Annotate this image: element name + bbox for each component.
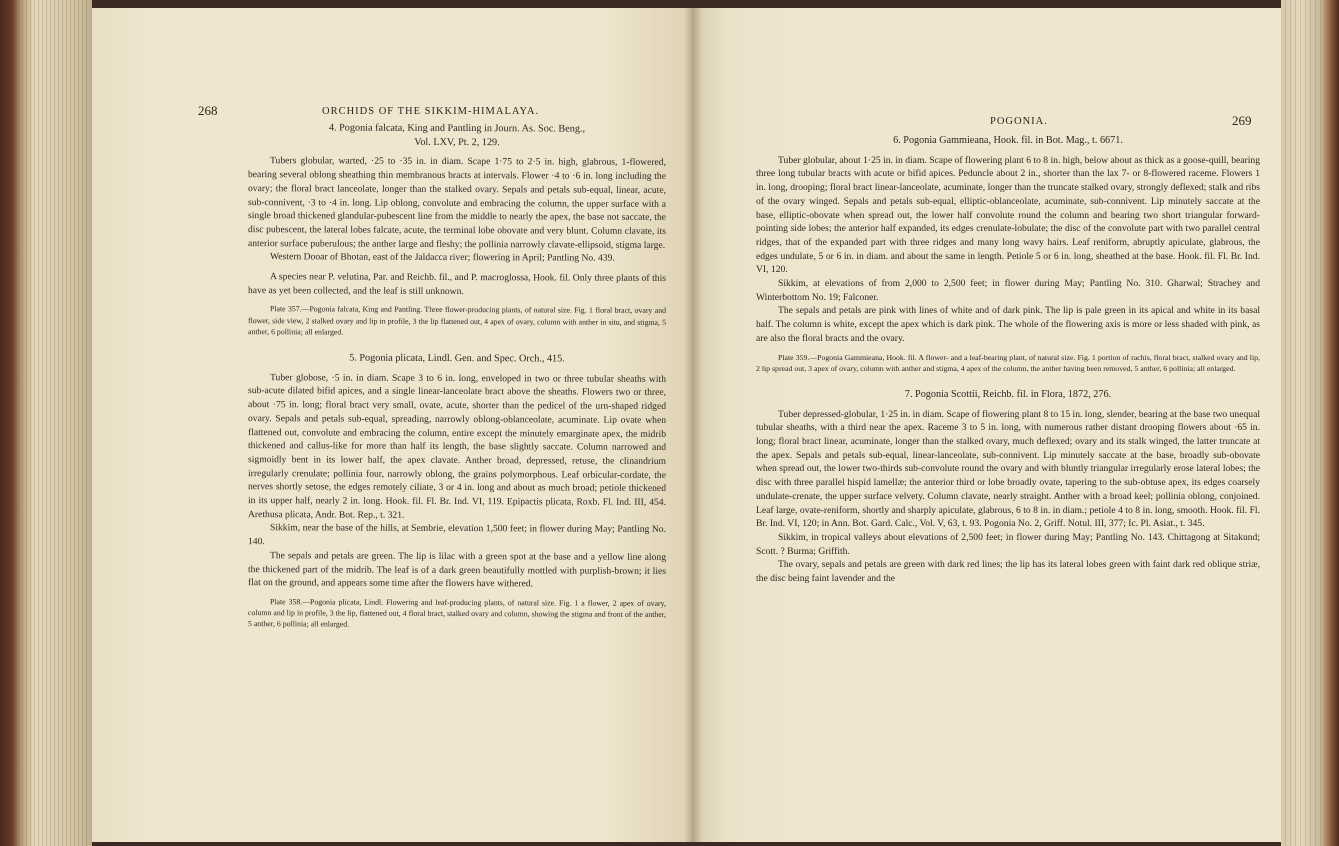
species-5-description: Tuber globose, ·5 in. in diam. Scape 3 to 6 in. long, enveloped in two or three tubular sheaths with sub-acute dilated bifid apices, and a single linear-lanceolate bract above the sheaths. Flowers two or three, about ·75 in. long; floral bract very small, ovate, acute, shorter than the pedicel of the urn-shaped ridged ovary. Sepals and petals sub-equal, spreading, narrowly oblong-oblanceolate, acuminate. Lip ovate when flattened out, convolute and embracing the column, entire except the minutely emarginate apex, the midrib thickened and callus-like for more than half its length, the base slightly saccate. Column narrowed and sigmoidly bent in its lower half, the apex clavate. Anther broad, depressed, retuse, the clinandrium irregularly crenulate; pollinia four, narrowly oblong, the grains polymorphous. Leaf orbicular-cordate, the nerves shortly setose, the edges remotely ciliate, 3 or 4 in. long and about as much broad; petiole thickened in its upper half, nearly 2 in. long. Hook. fil. Fl. Br. Ind. VI, 119. Epipactis plicata, Roxb. Fl. Ind. III, 454. Arethusa plicata, Andr. Bot. Rep., t. 321.: [248, 371, 666, 521]
species-4-heading-line1: 4. Pogonia falcata, King and Pantling in Journ. As. Soc. Beng.,: [328, 122, 586, 135]
page-edges: [1285, 0, 1325, 846]
species-7-description: Tuber depressed-globular, 1·25 in. in diam. Scape of flowering plant 8 to 15 in. long, slender, bearing at the base two unequal tubular sheaths, with a third near the apex. Raceme 3 to 5 in. long, with numerous rather distant drooping flowers about ·65 in. long; floral bract linear, acuminate, longer than the stalked ovary, much deflexed; ovary and its stalk winged, the latter truncate at the apex. Sepals and petals sub-equal, linear-lanceolate, sub-connivent. Lip minutely saccate at the base, broadly sub-obovate when spread out, the lower two-thirds sub-convolute round the ovary and with bluntly triangular irregularly erose lateral lobes; the disc with three parallel hispid lamellæ; the anterior third or lobe broadly ovate, tapering to the sub-obtuse apex, its edges coarsely undulate-crenate, the upper surface velvety. Column clavate, nearly straight. Anther with a broad keel; pollinia oblong, conjoined. Leaf large, ovate-reniform, shortly and sharply apiculate, glabrous, 6 to 8 in. in diam.; petiole 4 to 8 in. long, smooth. Hook. fil. Fl. Br. Ind. VI, 120; in Ann. Bot. Gard. Calc., Vol. V, 63, t. 93. Pogonia No. 2, Griff. Notul. III, 377; Ic. Pl. Asiat., t. 345.: [756, 408, 1260, 530]
left-column: [248, 121, 666, 631]
species-4-description: Tubers globular, warted, ·25 to ·35 in. in diam. Scape 1·75 to 2·5 in. high, glabrous, 1-flowered, bearing several oblong sheathing thin membranous bracts at intervals. Flower ·4 to ·6 in. long including the ovary; the floral bract lanceolate, longer than the stalked ovary. Sepals and petals sub-equal, linear, acute, sub-connivent, ·3 to ·4 in. long. Lip oblong, convolute and embracing the column, the upper surface with a single broad thickened glandular-pubescent line from the middle to nearly the apex, the base not saccate, the disc pubescent, the lateral lobes falcate, acute, the terminal lobe obovate and very blunt. Column clavate, its anterior surface puberulous; the anther large and fleshy; the pollinia narrowly clavate-ellipsoid, stigma large.: [248, 155, 666, 251]
species-6-heading: 6. Pogonia Gammieana, Hook. fil. in Bot. Mag., t. 6671.: [893, 135, 1123, 146]
species-6-locality: Sikkim, at elevations of from 2,000 to 2,500 feet; in flower during May; Pantling No. 310. Gharwal; Strachey and Winterbottom No. 19; Falconer.: [756, 278, 1260, 303]
book-edge-left: [0, 0, 92, 846]
right-page-number: 269: [1232, 113, 1252, 128]
species-5-note: The sepals and petals are green. The lip is lilac with a green spot at the base and a yellow line along the thickened part of the midrib. The leaf is of a dark green beautifully mottled with purplish-brown; it lies flat on the ground, and appears some time after the flowers have withered.: [248, 550, 666, 590]
species-4-note: A species near P. velutina, Par. and Reichb. fil., and P. macroglossa, Hook. fil. Only three plants of this have as yet been collected, and the leaf is still unknown.: [248, 271, 666, 297]
book-edge-right: [1281, 0, 1339, 846]
left-page-number: 268: [198, 103, 218, 118]
species-4-locality: Western Dooar of Bhotan, east of the Jaldacca river; flowering in April; Pantling No. 439.: [270, 251, 615, 265]
right-column: [756, 134, 1260, 586]
plate-359-caption: Plate 359.—Pogonia Gammieana, Hook. fil. A flower- and a leaf-bearing plant, of natural size. Fig. 1 portion of rachis, floral bract, stalked ovary and lip, 2 lip spread out, 3 apex of ovary, column with anther and stigma, 4 apex of the column, the anther having been removed, 5 anther, 6 pollinia; all enlarged.: [756, 352, 1260, 373]
species-7-locality: Sikkim, in tropical valleys about elevations of 2,500 feet; in flower during May; Pantling No. 143. Chittagong at Sitakund; Scott. ? Burma; Griffith.: [756, 531, 1260, 557]
page-edges: [22, 0, 88, 846]
species-7-note: The ovary, sepals and petals are green with dark red lines; the lip has its lateral lobes green with faint dark red oblique striæ, the disc being faint lavender and the: [756, 559, 1260, 585]
plate-358-caption: Plate 358.—Pogonia plicata, Lindl. Flowering and leaf-producing plants, of natural size. Fig. 1 a flower, 2 apex of ovary, column and lip in profile, 3 the lip, flattened out, 4 floral bract, stalked ovary and column, showing the stigma and front of the anther, 5 anther, 6 pollinia; all enlarged.: [248, 597, 666, 629]
species-5-heading: 5. Pogonia plicata, Lindl. Gen. and Spec. Orch., 415.: [349, 352, 565, 365]
book-gutter: [684, 8, 702, 842]
species-6-note: The sepals and petals are pink with lines of white and of dark pink. The lip is pale green in its apical and white in its basal half. The column is white, except the apex which is dark pink. The whole of the flowering axis is more or less shaded with pink, as are also the floral bracts and the ovary.: [756, 305, 1260, 344]
species-4-heading-line2: Vol. LXV, Pt. 2, 129.: [414, 136, 500, 148]
plate-357-caption: Plate 357.—Pogonia falcata, King and Pantling. Three flower-producing plants, of natural size. Fig. 1 floral bract, ovary and flower, side view, 2 stalked ovary and lip in profile, 3 the lip flattened out, 4 apex of ovary, column with anther in situ, and stigma, 5 anther, 6 pollinia; all enlarged.: [248, 304, 666, 337]
species-6-description: Tuber globular, about 1·25 in. in diam. Scape of flowering plant 6 to 8 in. high, below about as thick as a goose-quill, bearing three long tubular bracts with acute or bifid apices. Peduncle about 2 in., shorter than the lax 7- or 8-flowered raceme. Flowers 1 in. long, drooping; floral bract linear-lanceolate, acuminate, longer than the truncate stalked ovary, strongly deflexed; stalk and ribs of the ovary winged. Sepals and petals sub-equal, elliptic-oblanceolate, acuminate, sub-connivent. Lip minutely saccate at the base, elliptic-obovate when spread out, the lower half convolute round the column and bearing two short triangular forward-pointing side lobes; the anterior half expanded, its edges crenulate-lobulate; the disc of the convolute part with two parallel central ridges, that of the expanded part with three ridges and many long wavy hairs. Leaf reniform, abruptly apiculate, glabrous, the edges undulate, 5 or 6 in. in diam. and about the same in length. Petiole 5 or 6 in. long, sheathed at the base. Hook. fil. Fl. Br. Ind. VI, 120.: [756, 154, 1260, 276]
right-running-head: POGONIA.: [990, 116, 1048, 127]
species-5-locality: Sikkim, near the base of the hills, at Sembrie, elevation 1,500 feet; in flower during May; Pantling No. 140.: [248, 522, 666, 548]
species-7-heading: 7. Pogonia Scottii, Reichb. fil. in Flora, 1872, 276.: [904, 388, 1112, 400]
left-running-head: ORCHIDS OF THE SIKKIM-HIMALAYA.: [322, 106, 540, 117]
